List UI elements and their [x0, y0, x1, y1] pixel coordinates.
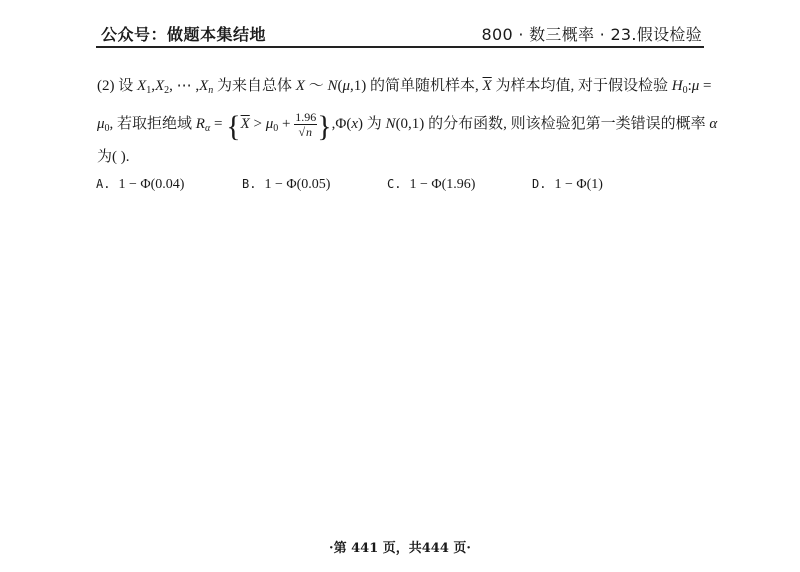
page-footer: ·第 441 页，共444 页· [329, 541, 471, 556]
option-d[interactable]: D. 1 − Φ(1) [532, 177, 603, 192]
option-a[interactable]: A. 1 − Φ(0.04) [96, 177, 185, 192]
option-b[interactable]: B. 1 − Φ(0.05) [242, 177, 331, 192]
question-line-3: 为( ). [97, 149, 130, 165]
header-rule [96, 46, 704, 48]
question-number: (2) [97, 78, 115, 94]
option-c[interactable]: C. 1 − Φ(1.96) [387, 177, 476, 192]
header-section: 800 · 数三概率 · 23.假设检验 [481, 25, 702, 44]
question-line-1: (2) 设 $X_1,X_2$, ⋯ $,X_n$ 为来自总体 X ～ N(μ,1) 的简单随机样本, $\overline{X}$ 为样本均值, 对于假设检验 $H_0:\mu$ = [97, 78, 712, 96]
threshold-fraction: $\frac{1.96}{√n}$ [295, 110, 317, 139]
question-line-2: $\mu_0$, 若取拒绝域 $R_\alpha = \{\overline{X} > \mu_0$ + $\frac{1.96}{√n}$ },Φ(x) 为 N(0,1) 的分布函数, 则该检验犯第一类错误的概率 α [97, 109, 718, 143]
header-source: 公众号：做题本集结地 [101, 25, 267, 44]
